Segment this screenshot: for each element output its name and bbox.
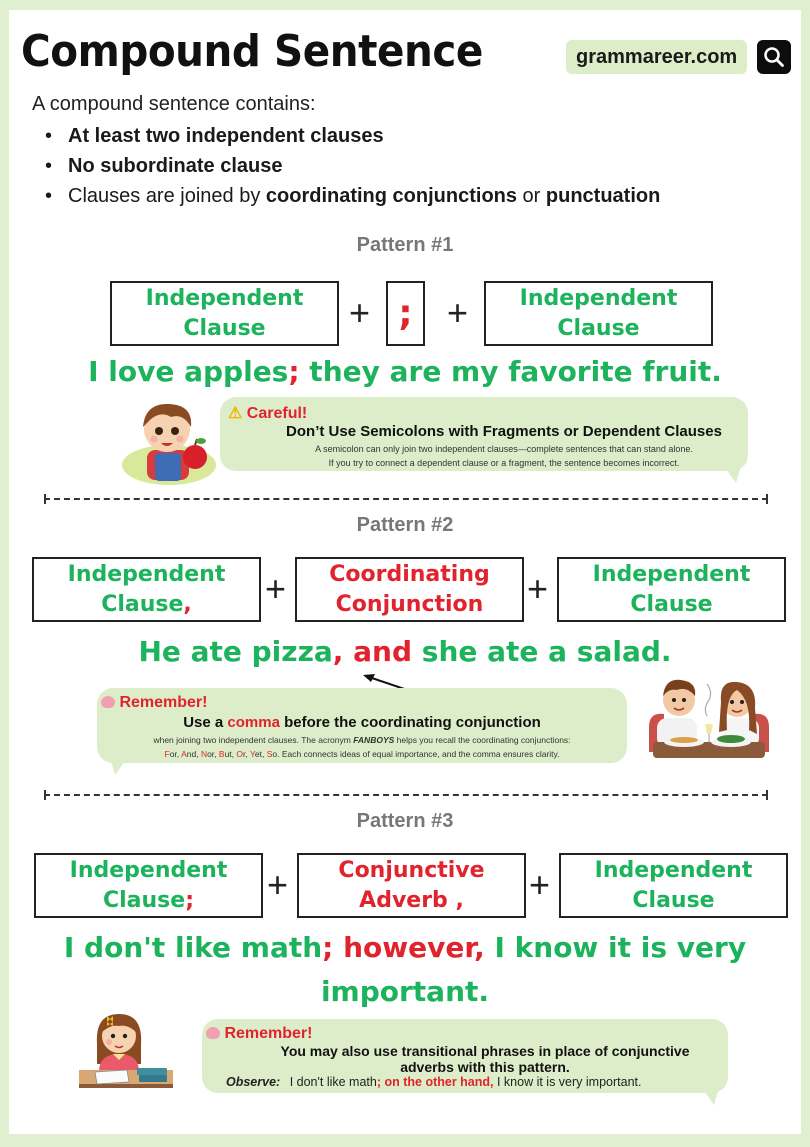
- search-button[interactable]: [757, 40, 791, 74]
- plus-sign: +: [265, 568, 287, 609]
- pattern-3-note-bubble: [202, 1019, 728, 1093]
- plus-sign: +: [267, 864, 289, 905]
- pattern-1-example: I love apples; they are my favorite fruit.: [88, 355, 722, 388]
- pattern-1-label: Pattern #1: [356, 234, 454, 256]
- pattern-3-box-independent-clause-1: Independent Clause;: [34, 853, 263, 918]
- note-observe: Observe: I don't like math; on the other hand, I know it is very important.: [226, 1075, 642, 1089]
- girl-studying-illustration: [69, 1004, 181, 1094]
- note-title: Don’t Use Semicolons with Fragments or Dependent Clauses: [286, 423, 722, 440]
- intro-bullets: [45, 121, 660, 211]
- pattern-2-example: He ate pizza, and she ate a salad.: [138, 635, 672, 668]
- note-body: when joining two independent clauses. The acronym FANBOYS helps you recall the coordinating conjunctions: For, And, Nor, But, Or, Yet, So. Each connects ideas of equal importance, and the comma ensures clarity.: [97, 733, 627, 761]
- plus-sign: +: [349, 292, 371, 333]
- note-heading: Remember!: [101, 694, 207, 712]
- pattern-2-box-independent-clause-2: Independent Clause: [557, 557, 786, 622]
- infographic-page: [9, 10, 801, 1134]
- bubble-tail: [704, 1091, 718, 1105]
- intro-lead: A compound sentence contains:: [32, 93, 316, 115]
- pattern-3-example: I don't like math; however, I know it is very important.: [63, 931, 747, 1008]
- pattern-1-note-bubble: [220, 397, 748, 471]
- page-title: Compound Sentence: [21, 26, 483, 77]
- pattern-2-box-independent-clause-1: Independent Clause,: [32, 557, 261, 622]
- bubble-tail: [726, 469, 740, 483]
- plus-sign: +: [447, 292, 469, 333]
- note-heading: ⚠ Careful!: [228, 405, 308, 422]
- pattern-3-box-independent-clause-2: Independent Clause: [559, 853, 788, 918]
- pattern-1-box-semicolon: ;: [386, 281, 425, 346]
- brain-icon: [101, 696, 115, 708]
- note-title: Use a comma before the coordinating conjunction: [183, 714, 541, 731]
- note-body: A semicolon can only join two independent clauses—complete sentences that can stand alone. If you try to connect a dependent clause or a fragment, the sentence becomes incorrect.: [315, 444, 693, 468]
- boy-with-apple-illustration: [117, 395, 227, 487]
- plus-sign: +: [529, 864, 551, 905]
- bubble-tail: [111, 761, 125, 775]
- plus-sign: +: [527, 568, 549, 609]
- section-divider: [44, 498, 768, 500]
- note-title: You may also use transitional phrases in place of conjunctive adverbs with this pattern.: [280, 1043, 690, 1075]
- pattern-1-box-independent-clause-2: Independent Clause: [484, 281, 713, 346]
- bullet-item: • Clauses are joined by coordinating conjunctions or punctuation: [45, 181, 660, 211]
- fanboys-list: For, And, Nor, But, Or, Yet, So. Each connects ideas of equal importance, and the comma ensures clarity.: [164, 749, 560, 759]
- site-link[interactable]: grammareer.com: [566, 40, 747, 74]
- pattern-2-box-coordinating-conjunction: Coordinating Conjunction: [295, 557, 524, 622]
- pattern-2-note-bubble: [97, 688, 627, 763]
- pattern-1-box-independent-clause-1: Independent Clause: [110, 281, 339, 346]
- bullet-item: • No subordinate clause: [45, 151, 660, 181]
- couple-dining-illustration: [639, 672, 779, 764]
- pattern-2-label: Pattern #2: [356, 514, 454, 536]
- pattern-3-box-conjunctive-adverb: Conjunctive Adverb ,: [297, 853, 526, 918]
- section-divider: [44, 794, 768, 796]
- bullet-item: • At least two independent clauses: [45, 121, 660, 151]
- search-icon: [763, 46, 785, 68]
- brain-icon: [206, 1027, 220, 1039]
- warning-icon: ⚠: [228, 405, 243, 422]
- pattern-3-label: Pattern #3: [356, 810, 454, 832]
- note-heading: Remember!: [206, 1025, 312, 1043]
